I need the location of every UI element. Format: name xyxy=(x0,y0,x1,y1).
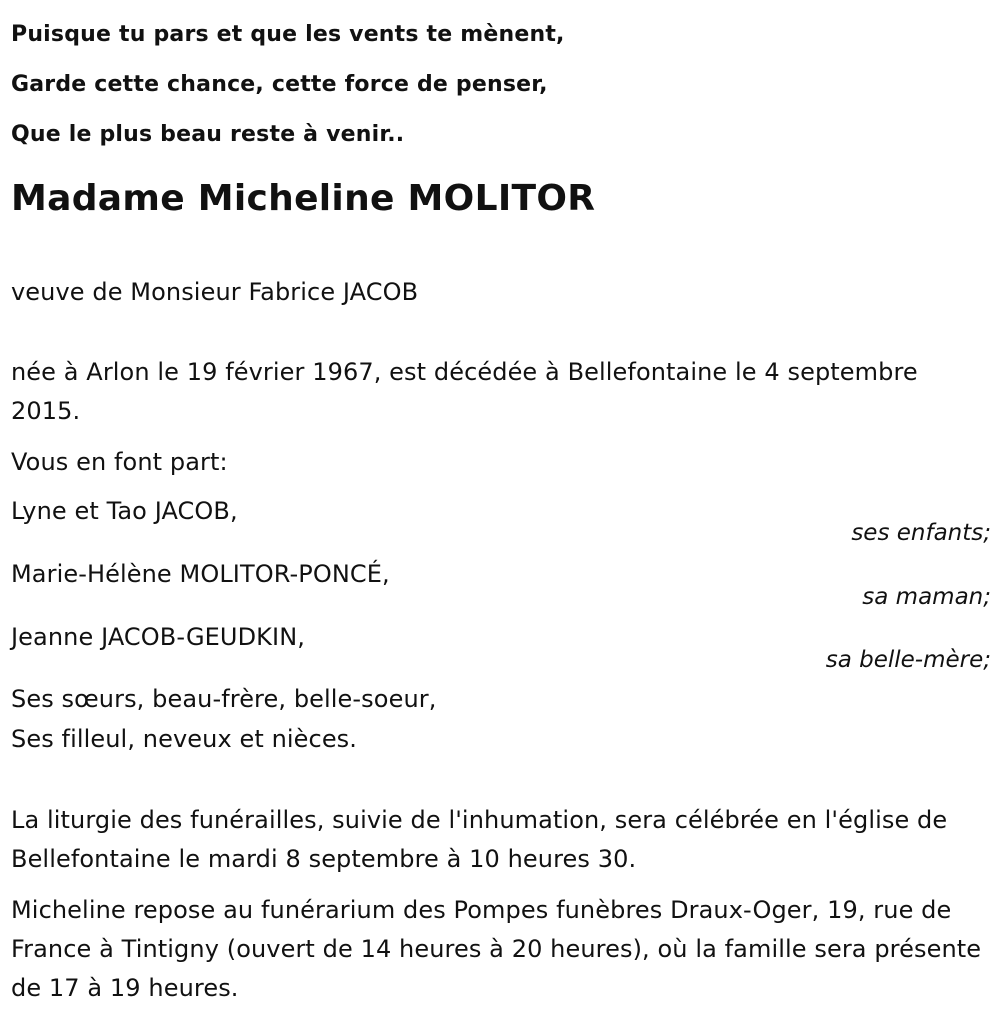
family-member-name-1: Lyne et Tao JACOB, xyxy=(11,497,238,525)
birth-death-text: née à Arlon le 19 février 1967, est décédée à Bellefontaine le 4 septembre 2015. xyxy=(11,358,918,425)
announcement-intro: Vous en font part: xyxy=(11,448,228,476)
family-member-name-2: Marie-Hélène MOLITOR-PONCÉ, xyxy=(11,560,390,588)
others-line-1: Ses sœurs, beau-frère, belle-soeur, xyxy=(11,685,437,713)
poem xyxy=(11,10,565,160)
family-member-name-3: Jeanne JACOB-GEUDKIN, xyxy=(11,623,305,651)
repose-text: Micheline repose au funérarium des Pompes funèbres Draux-Oger, 19, rue de France à Tintigny (ouvert de 14 heures à 20 heures), où la famille sera présente de 17 à 19 heures. xyxy=(11,896,982,1002)
family-member-role-1: ses enfants; xyxy=(851,520,991,546)
poem-line-1: Puisque tu pars et que les vents te mènent, xyxy=(11,22,565,47)
family-member-role-2: sa maman; xyxy=(862,584,991,610)
poem-line-2: Garde cette chance, cette force de penser, xyxy=(11,72,548,97)
others-line-2: Ses filleul, neveux et nièces. xyxy=(11,725,358,753)
widow-of-line: veuve de Monsieur Fabrice JACOB xyxy=(11,278,419,306)
family-member-role-3: sa belle-mère; xyxy=(825,647,991,673)
liturgy-text: La liturgie des funérailles, suivie de l'inhumation, sera célébrée en l'église de Bellefontaine le mardi 8 septembre à 10 heures 30. xyxy=(11,806,948,873)
poem-line-3: Que le plus beau reste à venir.. xyxy=(11,122,405,147)
deceased-name: Madame Micheline MOLITOR xyxy=(11,178,596,219)
